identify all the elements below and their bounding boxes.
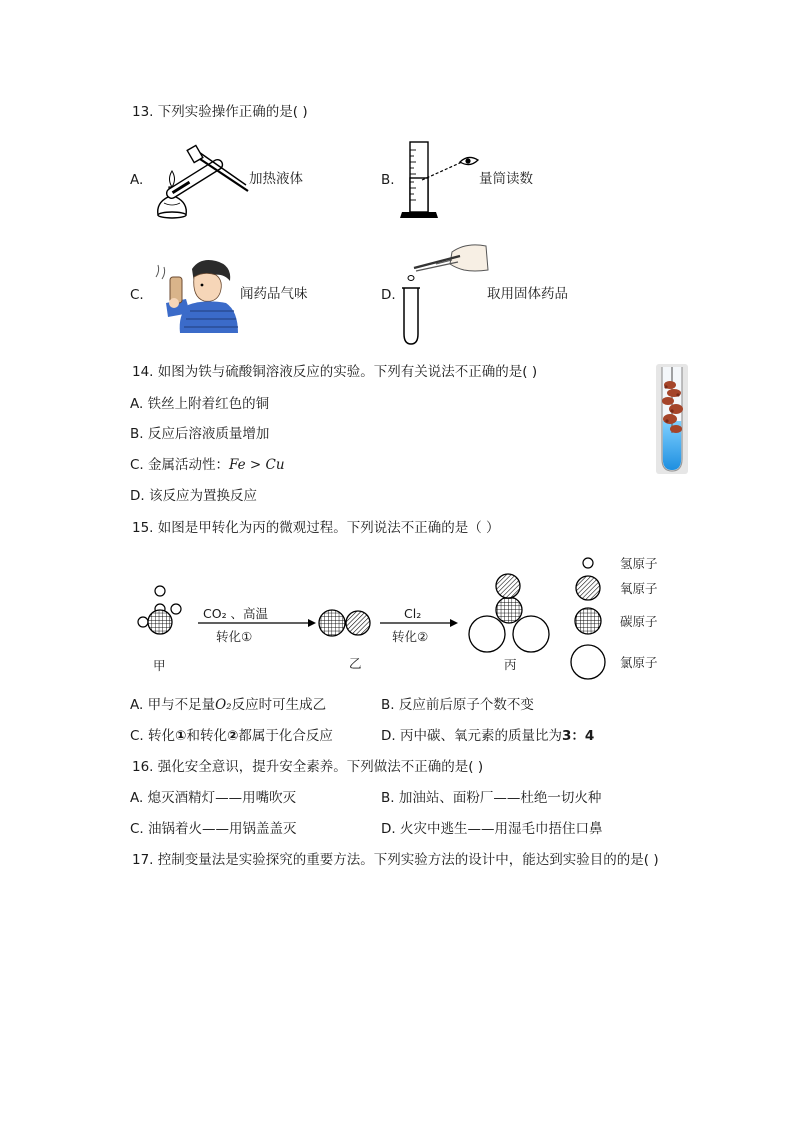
q13-option-d-caption: 取用固体药品 xyxy=(487,286,568,302)
q14-stem: 14. 如图为铁与硫酸铜溶液反应的实验。下列有关说法不正确的是( ) xyxy=(132,364,538,380)
q15-option-c-mid: 和转化 xyxy=(186,728,227,744)
q15-option-c-mark2: ② xyxy=(226,728,239,744)
q15-option-d xyxy=(381,730,594,744)
q15-option-a-formula: O₂ xyxy=(215,697,232,713)
molecule-jia xyxy=(138,586,181,634)
molecule-bing xyxy=(469,574,549,652)
oxygen-atom-icon xyxy=(576,576,600,600)
legend-oxygen: 氧原子 xyxy=(620,581,658,596)
q15-option-c-suffix: 都属于化合反应 xyxy=(238,728,333,744)
carbon-atom-icon xyxy=(575,608,601,634)
iron-copper-sulfate-tube-image xyxy=(654,363,690,475)
q16-option-a: A. 熄灭酒精灯——用嘴吹灭 xyxy=(130,790,297,806)
q14-option-c-formula: Fe > Cu xyxy=(229,457,285,473)
q14-option-c xyxy=(130,459,285,473)
q15-option-d-prefix: D. 丙中碳、氧元素的质量比为 xyxy=(381,728,562,744)
q14-option-a: A. 铁丝上附着红色的铜 xyxy=(130,396,270,412)
q14-option-b: B. 反应后溶液质量增加 xyxy=(130,426,270,442)
label-bing: 丙 xyxy=(504,657,517,672)
molecule-yi xyxy=(319,610,370,636)
q13-option-b-caption: 量筒读数 xyxy=(479,171,533,187)
q15-option-c-mark1: ① xyxy=(175,728,187,744)
heating-liquid-image xyxy=(150,133,250,223)
atom-legend xyxy=(571,556,658,679)
graduated-cylinder-reading-image xyxy=(398,140,483,218)
q15-option-c xyxy=(130,730,333,744)
q13-stem: 13. 下列实验操作正确的是( ) xyxy=(132,104,308,120)
legend-chlorine: 氯原子 xyxy=(620,655,658,670)
q16-option-c: C. 油锅着火——用锅盖盖灭 xyxy=(130,821,297,837)
solid-reagent-image xyxy=(400,240,490,345)
q15-option-c-prefix: C. 转化 xyxy=(130,728,176,744)
legend-carbon: 碳原子 xyxy=(620,614,658,629)
legend-hydrogen: 氢原子 xyxy=(620,556,658,571)
micro-process-diagram xyxy=(130,548,690,680)
q15-option-a-suffix: 反应时可生成乙 xyxy=(231,697,327,713)
q15-option-a-prefix: A. 甲与不足量 xyxy=(130,697,216,713)
q13-option-a-key: A. xyxy=(130,172,144,188)
q13-option-c-key: C. xyxy=(130,287,144,303)
q15-option-b: B. 反应前后原子个数不变 xyxy=(381,697,534,713)
q13-option-a-caption: 加热液体 xyxy=(249,171,303,187)
arrow2-top-label: Cl₂ xyxy=(404,606,422,621)
smelling-chemical-image xyxy=(150,255,242,335)
q15-stem: 15. 如图是甲转化为丙的微观过程。下列说法不正确的是（ ） xyxy=(132,520,500,536)
q16-option-d: D. 火灾中逃生——用湿毛巾捂住口鼻 xyxy=(381,821,603,837)
arrow1-bottom-label: 转化① xyxy=(216,629,253,644)
q15-option-a xyxy=(130,699,326,713)
label-yi: 乙 xyxy=(349,656,362,671)
q14-option-c-text: C. 金属活动性： xyxy=(130,457,230,473)
hydrogen-atom-icon xyxy=(583,558,593,568)
arrow2-bottom-label: 转化② xyxy=(392,629,429,644)
arrow1-top-label: CO₂ 、高温 xyxy=(203,606,269,621)
q17-stem: 17. 控制变量法是实验探究的重要方法。下列实验方法的设计中，能达到实验目的的是( ) xyxy=(132,852,659,868)
q16-option-b: B. 加油站、面粉厂——杜绝一切火种 xyxy=(381,790,602,806)
label-jia: 甲 xyxy=(153,658,166,673)
q15-option-d-ratio: 3：4 xyxy=(561,728,595,744)
q13-option-b-key: B. xyxy=(381,172,395,188)
q14-option-d: D. 该反应为置换反应 xyxy=(130,488,257,504)
chlorine-atom-icon xyxy=(571,645,605,679)
q16-stem: 16. 强化安全意识，提升安全素养。下列做法不正确的是( ) xyxy=(132,759,484,775)
q13-option-c-caption: 闻药品气味 xyxy=(240,286,308,302)
q13-option-d-key: D. xyxy=(381,287,396,303)
